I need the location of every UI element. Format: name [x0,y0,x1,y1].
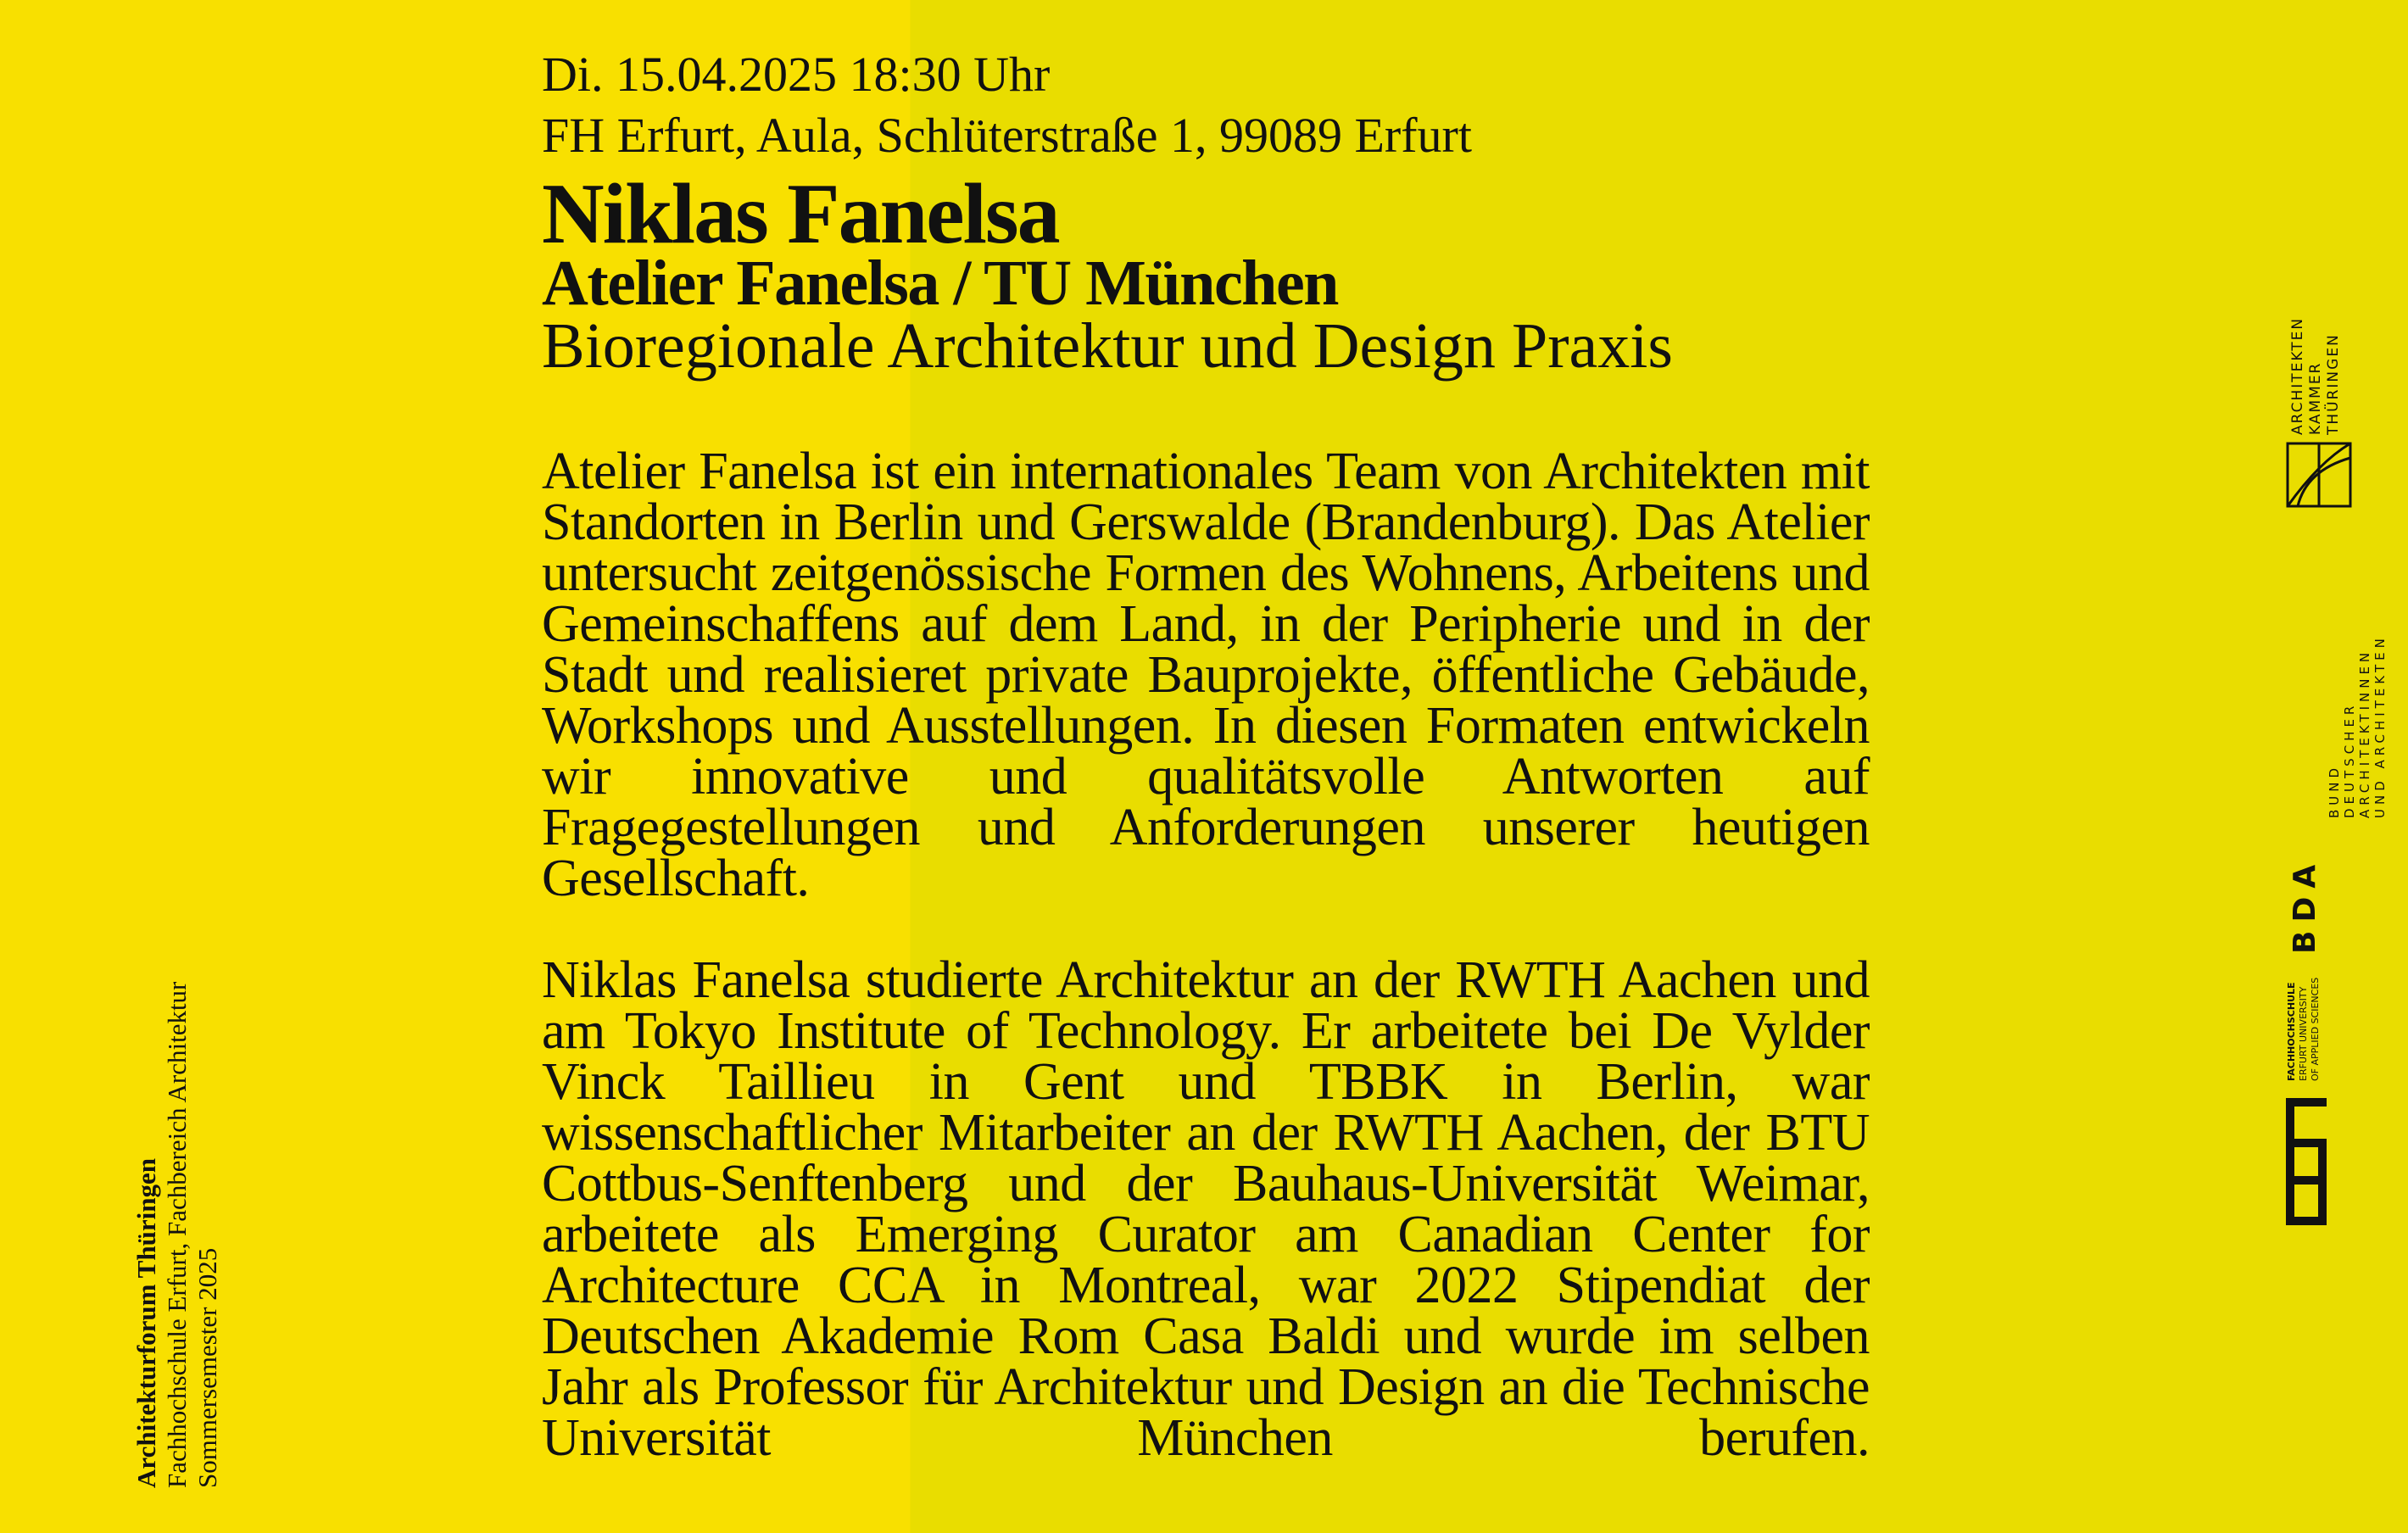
architektenkammer-text: ARCHITEKTEN KAMMER THÜRINGEN [2289,316,2342,435]
bda-mark: BDA [2288,856,2322,954]
bda-logo [2281,589,2388,954]
fhe-mark-icon [2281,1098,2332,1225]
lecture-topic: Bioregionale Architektur und Design Praxis [542,310,1673,382]
paragraph-atelier: Atelier Fanelsa ist ein internationales Team von Architekten mit Standorten in Berlin und Gerswalde (Brandenburg). Das Atelier untersucht zeitgenössische Formen des Wohnens, Arbeitens und Gemeinschaffens auf dem Land, in der Peripherie und in der Stadt und realisieret private Bauprojekte, öffentliche Gebäude, Workshops und Ausstellungen. In diesen Formaten entwickeln wir innovative und qualitätsvolle Antworten auf Fragegestellungen und Anforderungen unserer heutigen Gesellschaft. [542,443,1870,907]
event-location: FH Erfurt, Aula, Schlüterstraße 1, 99089 Erfurt [542,108,1472,163]
fhe-text: FACHHOCHSCHULE ERFURT UNIVERSITY OF APPLIED SCIENCES [2286,977,2321,1081]
architektenkammer-logo [2281,301,2374,513]
sponsor-logos [2281,301,2388,1259]
sidebar-institution: Fachhochschule Erfurt, Fachbereich Architektur [162,981,192,1488]
speaker-affiliation: Atelier Fanelsa / TU München [542,248,1338,319]
fhe-logo [2281,962,2374,1225]
speaker-name: Niklas Fanelsa [542,166,1059,262]
event-datetime: Di. 15.04.2025 18:30 Uhr [542,47,1051,102]
sidebar-title: Architekturforum Thüringen [131,1158,161,1488]
event-poster-text [542,44,1870,1467]
sidebar-organizer [131,878,223,1488]
paragraph-biography: Niklas Fanelsa studierte Architektur an der RWTH Aachen und am Tokyo Institute of Technology. Er arbeitete bei De Vylder Vinck Taillieu in Gent und TBBK in Berlin, war wissenschaftlicher Mitarbeiter an der RWTH Aachen, der BTU Cottbus-Senftenberg und der Bauhaus-Universität Weimar, arbeitete als Emerging Curator am Canadian Center for Architecture CCA in Montreal, war 2022 Stipendiat der Deutschen Akademie Rom Casa Baldi und wurde im selben Jahr als Professor für Architektur und Design an die Technische Universität München berufen. [542,951,1870,1467]
sidebar-semester: Sommersemester 2025 [192,1247,222,1488]
bda-text: BUND DEUTSCHER ARCHITEKTINNEN UND ARCHITEKTEN [2327,634,2388,818]
